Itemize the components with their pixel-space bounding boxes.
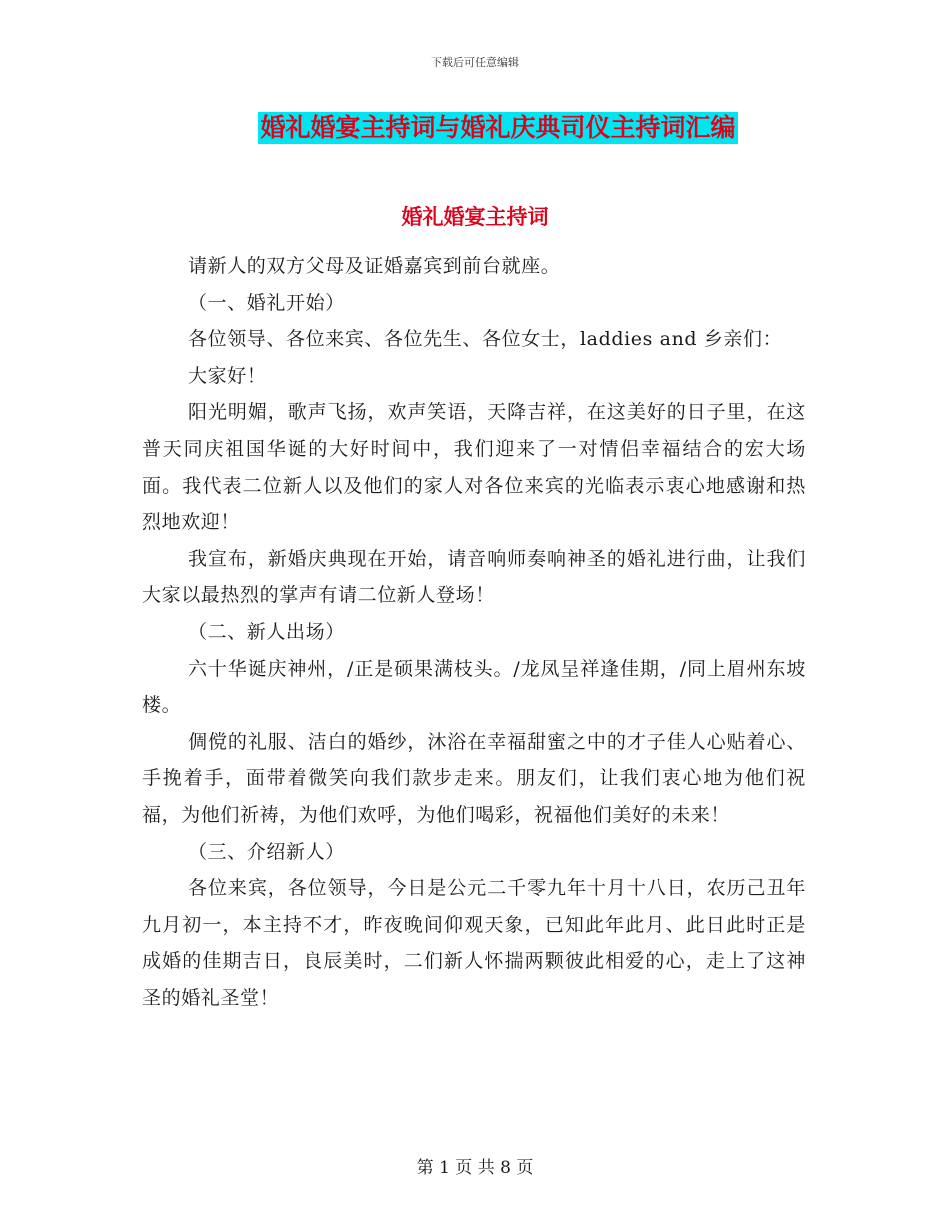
paragraph: 倜傥的礼服、洁白的婚纱，沐浴在幸福甜蜜之中的才子佳人心贴着心、手挽着手，面带着微笑向我们款步走来。朋友们，让我们衷心地为他们祝福，为他们祈祷，为他们欢呼，为他们喝彩，祝福他们美好的未来！ <box>142 730 806 826</box>
paragraph: 各位领导、各位来宾、各位先生、各位女士，laddies and 乡亲们： <box>188 328 783 351</box>
paragraph: （三、介绍新人） <box>188 840 345 863</box>
main-title: 婚礼婚宴主持词与婚礼庆典司仪主持词汇编 <box>260 113 736 142</box>
page-header-note: 下载后可任意编辑 <box>431 56 519 69</box>
main-title-container <box>0 112 950 144</box>
paragraph: 大家好！ <box>188 364 267 387</box>
paragraph: 请新人的双方父母及证婚嘉宾到前台就座。 <box>188 255 561 277</box>
paragraph: 我宣布，新婚庆典现在开始，请音响师奏响神圣的婚礼进行曲，让我们大家以最热烈的掌声有请二位新人登场！ <box>142 547 806 607</box>
paragraph: 各位来宾，各位领导，今日是公元二千零九年十月十八日，农历己丑年九月初一，本主持不才，昨夜晚间仰观天象，已知此年此月、此日此时正是成婚的佳期吉日，良辰美时，二们新人怀揣两颗彼此相爱的心，走上了这神圣的婚礼圣堂！ <box>142 877 806 1009</box>
paragraph: 阳光明媚，歌声飞扬，欢声笑语，天降吉祥，在这美好的日子里，在这普天同庆祖国华诞的大好时间中，我们迎来了一对情侣幸福结合的宏大场面。我代表二位新人以及他们的家人对各位来宾的光临表示衷心地感谢和热烈地欢迎！ <box>142 401 806 534</box>
section-title: 婚礼婚宴主持词 <box>401 204 549 229</box>
page-number: 第 1 页 共 8 页 <box>416 1158 534 1178</box>
document-body <box>142 248 806 1016</box>
paragraph: （一、婚礼开始） <box>188 291 345 314</box>
paragraph: 六十华诞庆神州，/正是硕果满枝头。/龙凤呈祥逢佳期，/同上眉州东坡楼。 <box>142 657 806 717</box>
paragraph: （二、新人出场） <box>188 620 345 643</box>
